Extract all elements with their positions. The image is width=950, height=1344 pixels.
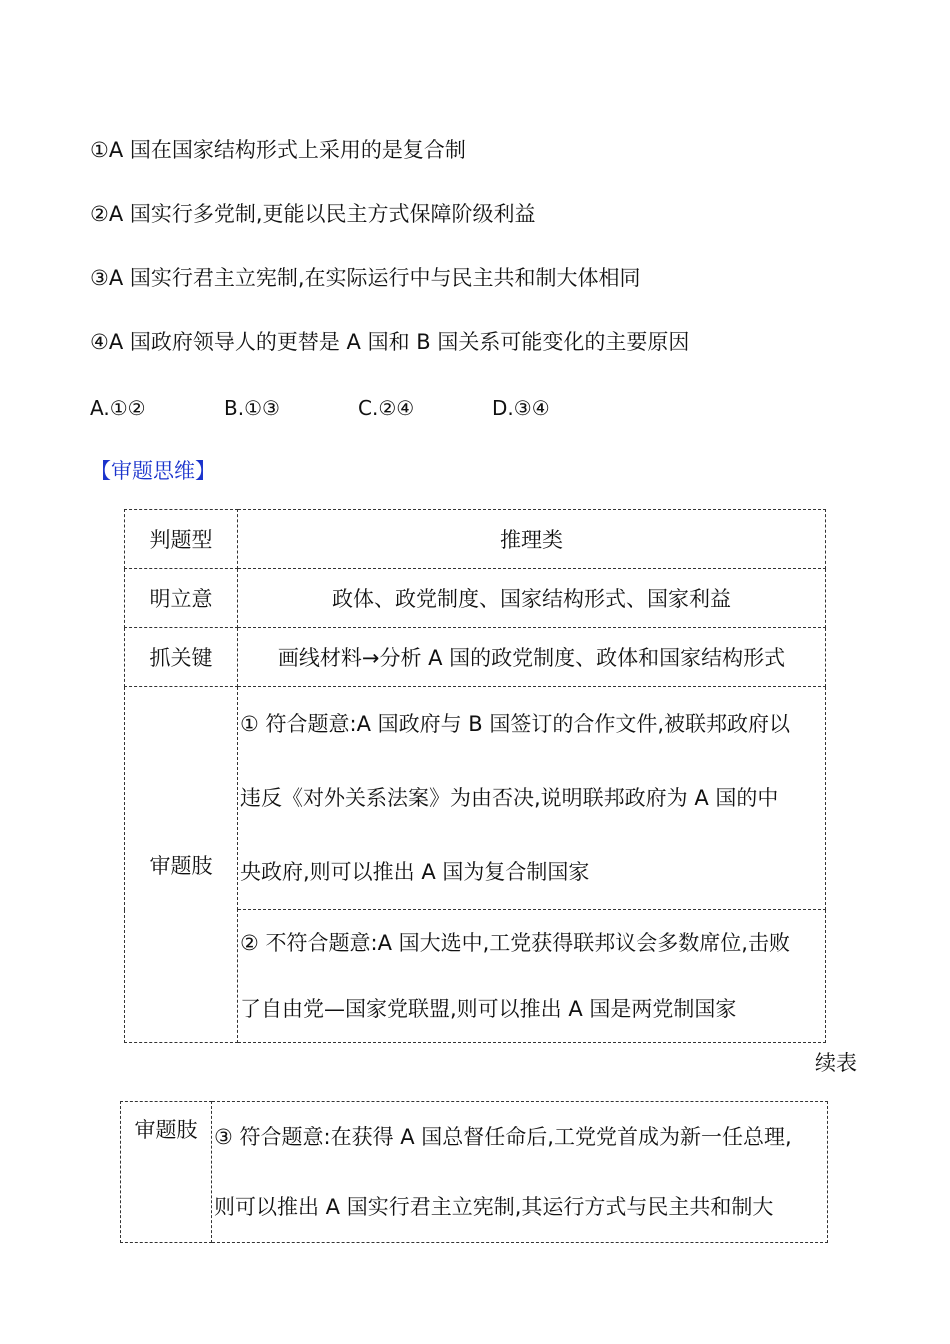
table-row [125,569,826,628]
table-row [125,687,826,910]
row-content: 画线材料→分析 A 国的政党制度、政体和国家结构形式 [238,628,826,687]
analysis-line: ② 不符合题意:A 国大选中,工党获得联邦议会多数席位,击败 [240,931,790,955]
option-b: B.①③ [224,396,280,420]
statement-2: ②A 国实行多党制,更能以民主方式保障阶级利益 [90,202,536,226]
analysis-line: 央政府,则可以推出 A 国为复合制国家 [240,860,590,884]
answer-options [90,393,550,423]
table-row [125,628,826,687]
option-analysis-1 [238,687,826,910]
statement-3: ③A 国实行君主立宪制,在实际运行中与民主共和制大体相同 [90,266,641,290]
analysis-line: ③ 符合题意:在获得 A 国总督任命后,工党党首成为新一任总理, [214,1125,792,1149]
option-a: A.①② [90,396,146,420]
option-analysis-3 [212,1102,828,1243]
analysis-line: 则可以推出 A 国实行君主立宪制,其运行方式与民主共和制大 [214,1195,774,1219]
option-analysis-2 [238,910,826,1043]
row-content: 政体、政党制度、国家结构形式、国家利益 [238,569,826,628]
row-label: 明立意 [125,569,238,628]
analysis-line: 了自由党—国家党联盟,则可以推出 A 国是两党制国家 [240,997,737,1021]
table-row [121,1102,828,1243]
section-heading: 【审题思维】 [90,459,216,483]
option-c: C.②④ [358,396,415,420]
analysis-line: ① 符合题意:A 国政府与 B 国签订的合作文件,被联邦政府以 [240,712,791,736]
row-content: 推理类 [238,510,826,569]
analysis-table [124,509,826,1043]
statement-4: ④A 国政府领导人的更替是 A 国和 B 国关系可能变化的主要原因 [90,330,690,354]
row-label: 抓关键 [125,628,238,687]
row-label: 审题肢 [121,1102,212,1243]
row-label: 审题肢 [125,687,238,1043]
analysis-line: 违反《对外关系法案》为由否决,说明联邦政府为 A 国的中 [240,786,779,810]
continued-label: 续表 [815,1051,857,1075]
option-d: D.③④ [492,396,550,420]
statement-1: ①A 国在国家结构形式上采用的是复合制 [90,138,466,162]
analysis-table-continued [120,1101,828,1243]
table-row [125,510,826,569]
row-label: 判题型 [125,510,238,569]
